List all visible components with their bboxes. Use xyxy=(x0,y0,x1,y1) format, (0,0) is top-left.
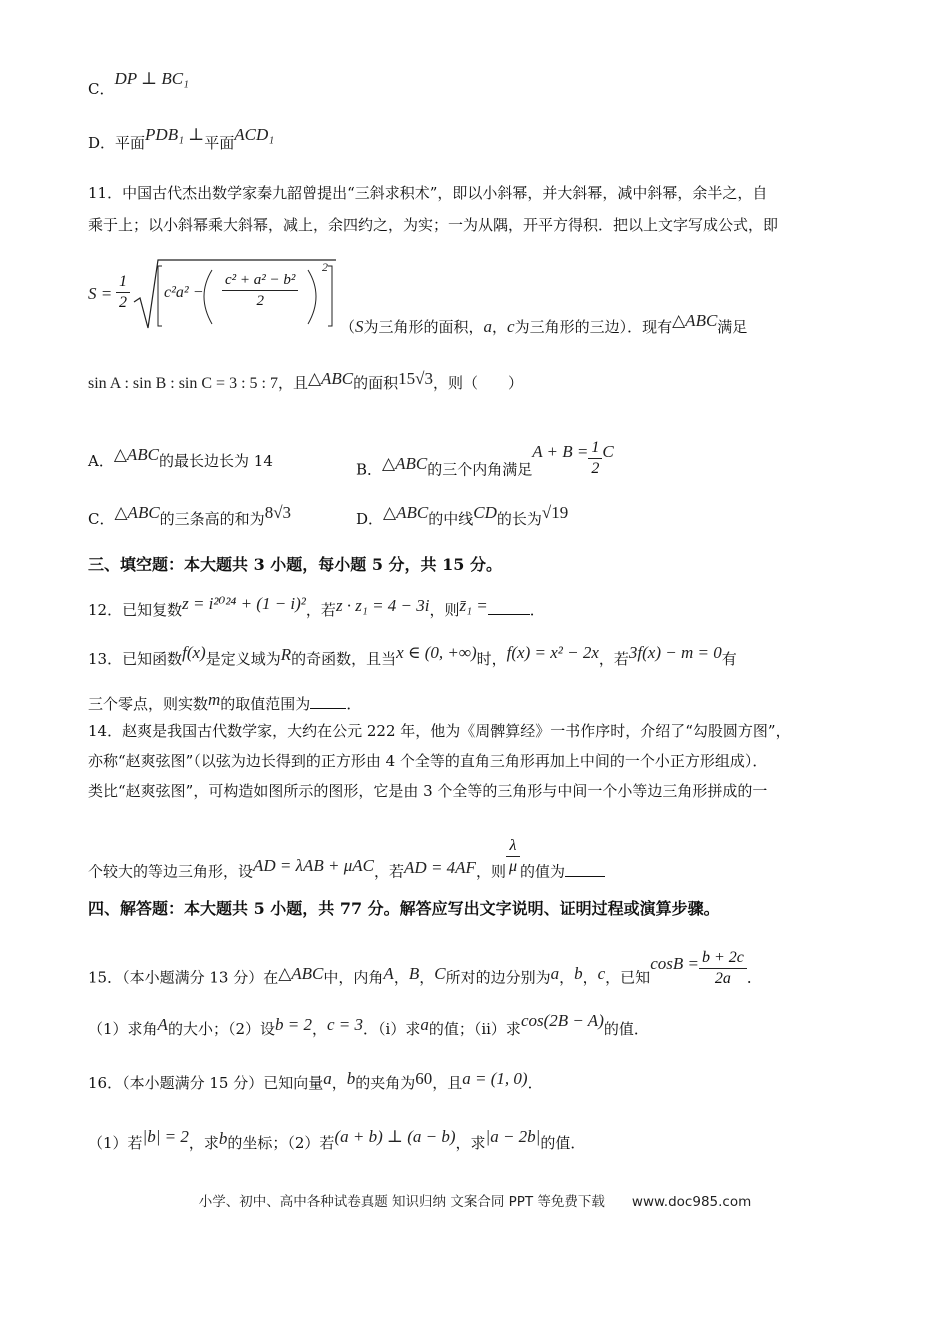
text: ，则 xyxy=(475,862,506,881)
section-4-heading: 四、解答题：本大题共 5 小题，共 77 分。解答应写出文字说明、证明过程或演算步骤。 xyxy=(88,899,720,918)
fraction-numerator: c² + a² − b² xyxy=(222,270,298,291)
math-expression: A + B = xyxy=(532,441,589,461)
math-expression: DP ⊥ BC₁ xyxy=(114,69,189,88)
text: 的三个内角满足 xyxy=(427,460,533,479)
text: ，且 xyxy=(277,374,308,392)
text: 的奇函数，且当 xyxy=(291,650,397,668)
q11-condition xyxy=(88,369,862,395)
text: 满足 xyxy=(717,318,748,336)
text: ， xyxy=(331,1074,347,1092)
math-var: c xyxy=(507,317,515,336)
math-var: S xyxy=(355,317,364,336)
text: ， xyxy=(582,968,598,987)
math-var: A xyxy=(383,963,394,983)
text: 的长为 xyxy=(496,510,542,528)
text: 个较大的等边三角形，设 xyxy=(88,862,254,881)
math-var: a xyxy=(420,1015,429,1034)
q11-line-1: 11．中国古代杰出数学家秦九韶曾提出“三斜求积术”，即以小斜幂，并大斜幂，减中斜幂，余半之，自 xyxy=(88,184,768,202)
formula-lhs: S = xyxy=(88,284,113,303)
fraction xyxy=(506,836,520,877)
text: ． xyxy=(746,968,762,987)
text: 的中线 xyxy=(428,510,474,528)
text: 的取值范围为 xyxy=(220,695,311,713)
text: ． xyxy=(527,1074,543,1092)
option-label: A． xyxy=(88,452,114,470)
math-expression: z · z₁ = 4 − 3i xyxy=(335,596,430,615)
fraction xyxy=(699,948,747,989)
math-var: B xyxy=(408,963,420,983)
math-expression: AD = 4AF xyxy=(404,857,476,877)
fraction-denominator: 2a xyxy=(714,970,731,987)
math-var: b xyxy=(346,1069,356,1088)
text: ． xyxy=(346,695,362,713)
fraction-denominator: 2 xyxy=(256,293,264,309)
math-expression: x ∈ (0, +∞) xyxy=(396,643,477,662)
math-var: a xyxy=(483,317,493,336)
fraction-inner xyxy=(222,270,298,311)
q14-line-2: 亦称“赵爽弦图”（以弦为边长得到的正方形由 4 个全等的直角三角形再加上中间的一个小正方形组成）． xyxy=(88,752,768,770)
q14-line-3: 类比“赵爽弦图”，可构造如图所示的图形，它是由 3 个全等的三角形与中间一个小等边三角形拼成的一 xyxy=(88,782,768,800)
q11-line-2: 乘于上；以小斜幂乘大斜幂，减上，余四约之，为实；一为从隅，开平方得积．把以上文字写成公式，即 xyxy=(88,216,779,234)
math-expression: cosB = xyxy=(650,953,699,973)
text: 的最长边长为 14 xyxy=(159,452,273,470)
q15-stem xyxy=(88,949,862,999)
text: ， xyxy=(311,1020,327,1038)
text: 为三角形的面积， xyxy=(363,318,484,336)
math-expression: √19 xyxy=(541,503,569,522)
text: 平面 xyxy=(115,134,146,152)
text: ．（i）求 xyxy=(363,1020,421,1038)
text: 是定义域为 xyxy=(205,650,281,668)
option-label: C． xyxy=(88,80,115,98)
math-var: R xyxy=(280,645,292,664)
q11-option-c xyxy=(88,503,348,530)
text: ，若 xyxy=(598,650,629,668)
math-var: b xyxy=(574,963,583,983)
q10-option-d xyxy=(88,125,862,154)
text: ，求 xyxy=(455,1134,486,1152)
answer-blank xyxy=(488,598,530,615)
text: ，若 xyxy=(305,601,336,619)
math-expression: C xyxy=(602,441,614,461)
text: 中，内角 xyxy=(323,968,384,987)
math-var: C xyxy=(434,963,446,983)
fraction-denominator: 2 xyxy=(591,460,600,477)
fraction-half xyxy=(116,272,130,313)
answer-blank xyxy=(310,692,346,709)
text: （1）若 xyxy=(88,1134,143,1152)
q16-stem xyxy=(88,1069,862,1094)
math-var: a xyxy=(323,1069,332,1088)
q11-option-d xyxy=(356,503,676,530)
q11-note xyxy=(340,311,862,338)
math-expression: z = i²⁰²⁴ + (1 − i)² xyxy=(182,594,306,613)
q15-parts xyxy=(88,1011,862,1040)
q16-parts xyxy=(88,1127,862,1154)
math-expression: 8√3 xyxy=(264,503,292,522)
text: 12．已知复数 xyxy=(88,601,183,619)
text: 时， xyxy=(476,650,507,668)
math-var: m xyxy=(208,690,221,709)
page-footer: 小学、初中、高中各种试卷真题 知识归纳 文案合同 PPT 等免费下载 www.doc985.com xyxy=(198,1194,752,1210)
formula-term: c²a² − xyxy=(164,284,204,301)
text: 15．（本小题满分 13 分）在 xyxy=(88,968,279,987)
text: 的坐标；（2）若 xyxy=(227,1134,335,1152)
fraction-denominator: μ xyxy=(508,858,517,875)
text: ，则 xyxy=(429,601,460,619)
text: 的夹角为 xyxy=(355,1074,416,1092)
text: 平面 xyxy=(204,134,235,152)
fraction-denominator: 2 xyxy=(119,294,127,311)
text: 的值为 xyxy=(519,862,565,881)
fraction xyxy=(588,438,602,479)
text: ， xyxy=(419,968,435,987)
math-expression: f(x) = x² − 2x xyxy=(506,643,599,662)
math-expression: 15√3 xyxy=(398,369,434,388)
math-expression: sin A : sin B : sin C = 3 : 5 : 7 xyxy=(88,375,278,392)
math-expression: △ABC xyxy=(278,963,324,983)
math-var: a xyxy=(550,963,560,983)
math-expression: △ABC xyxy=(113,445,160,464)
text: 三个零点，则实数 xyxy=(88,695,209,713)
text: ， xyxy=(559,968,575,987)
math-expression: b = 2 xyxy=(274,1015,312,1034)
math-expression: c = 3 xyxy=(326,1015,364,1034)
text: （1）求角 xyxy=(88,1020,158,1038)
text: 的大小；（2）设 xyxy=(167,1020,275,1038)
text: ，则（ ） xyxy=(433,374,524,392)
q13-line-2 xyxy=(88,692,862,715)
text: ． xyxy=(529,601,545,619)
fraction-numerator: 1 xyxy=(588,438,602,459)
math-expression: AD = λAB + μAC xyxy=(253,855,375,875)
math-var: A xyxy=(157,1015,168,1034)
math-expression: cos(2B − A) xyxy=(520,1011,604,1030)
text: 13．已知函数 xyxy=(88,650,183,668)
heron-formula xyxy=(88,256,338,332)
math-expression: z̄₁ = xyxy=(459,596,488,615)
text: （ xyxy=(340,318,356,336)
math-var: b xyxy=(218,1129,228,1148)
math-expression: △ABC xyxy=(114,503,160,522)
q11-option-a xyxy=(88,445,348,472)
text: 的值；（ii）求 xyxy=(428,1020,521,1038)
fraction-numerator: 1 xyxy=(116,272,130,293)
fraction-numerator: b + 2c xyxy=(699,948,747,969)
math-expression: △ABC xyxy=(307,369,354,388)
q14-line-1: 14．赵爽是我国古代数学家，大约在公元 222 年，他为《周髀算经》一书作序时，介绍了“勾股圆方图”， xyxy=(88,722,791,740)
q12 xyxy=(88,594,862,621)
option-label: D． xyxy=(356,510,384,528)
math-expression: △ABC xyxy=(672,311,718,330)
math-expression: a = (1, 0) xyxy=(462,1069,528,1088)
answer-blank xyxy=(565,860,605,877)
text: 的三条高的和为 xyxy=(159,510,265,528)
text: ， xyxy=(492,318,508,336)
text: 的值． xyxy=(540,1134,586,1152)
option-label: B． xyxy=(356,460,383,479)
text: 的值． xyxy=(603,1020,649,1038)
section-3-heading: 三、填空题：本大题共 3 小题，每小题 5 分，共 15 分。 xyxy=(88,555,502,574)
math-expression: f(x) xyxy=(182,643,206,662)
text: 所对的边分别为 xyxy=(445,968,551,987)
math-expression: 60 xyxy=(415,1069,433,1088)
text: ，求 xyxy=(188,1134,219,1152)
text: ，且 xyxy=(432,1074,463,1092)
math-expression: PDB₁ ⊥ xyxy=(145,125,205,144)
q14-line-4 xyxy=(88,837,862,893)
option-label: C． xyxy=(88,510,115,528)
math-expression: CD xyxy=(473,503,497,522)
text: 的面积 xyxy=(353,374,399,392)
text: 16．（本小题满分 15 分）已知向量 xyxy=(88,1074,324,1092)
math-expression: (a + b) ⊥ (a − b) xyxy=(334,1127,456,1146)
text: 为三角形的三边）．现有 xyxy=(514,318,673,336)
text: ， xyxy=(393,968,409,987)
q13-line-1 xyxy=(88,643,862,670)
fraction-numerator: λ xyxy=(506,836,520,857)
text: ，已知 xyxy=(605,968,651,987)
math-expression: 3f(x) − m = 0 xyxy=(628,643,722,662)
math-expression: △ABC xyxy=(383,503,429,522)
text: 有 xyxy=(721,650,737,668)
q10-option-c xyxy=(88,69,862,100)
math-var: c xyxy=(597,963,606,983)
math-expression: |b| = 2 xyxy=(142,1127,189,1146)
text: ，若 xyxy=(374,862,405,881)
math-expression: △ABC xyxy=(382,453,428,473)
math-expression: |a − 2b| xyxy=(485,1127,541,1146)
math-expression: ACD₁ xyxy=(234,125,275,144)
q11-option-b xyxy=(356,439,676,491)
formula-exponent: 2 xyxy=(322,260,328,274)
option-label: D． xyxy=(88,134,116,152)
